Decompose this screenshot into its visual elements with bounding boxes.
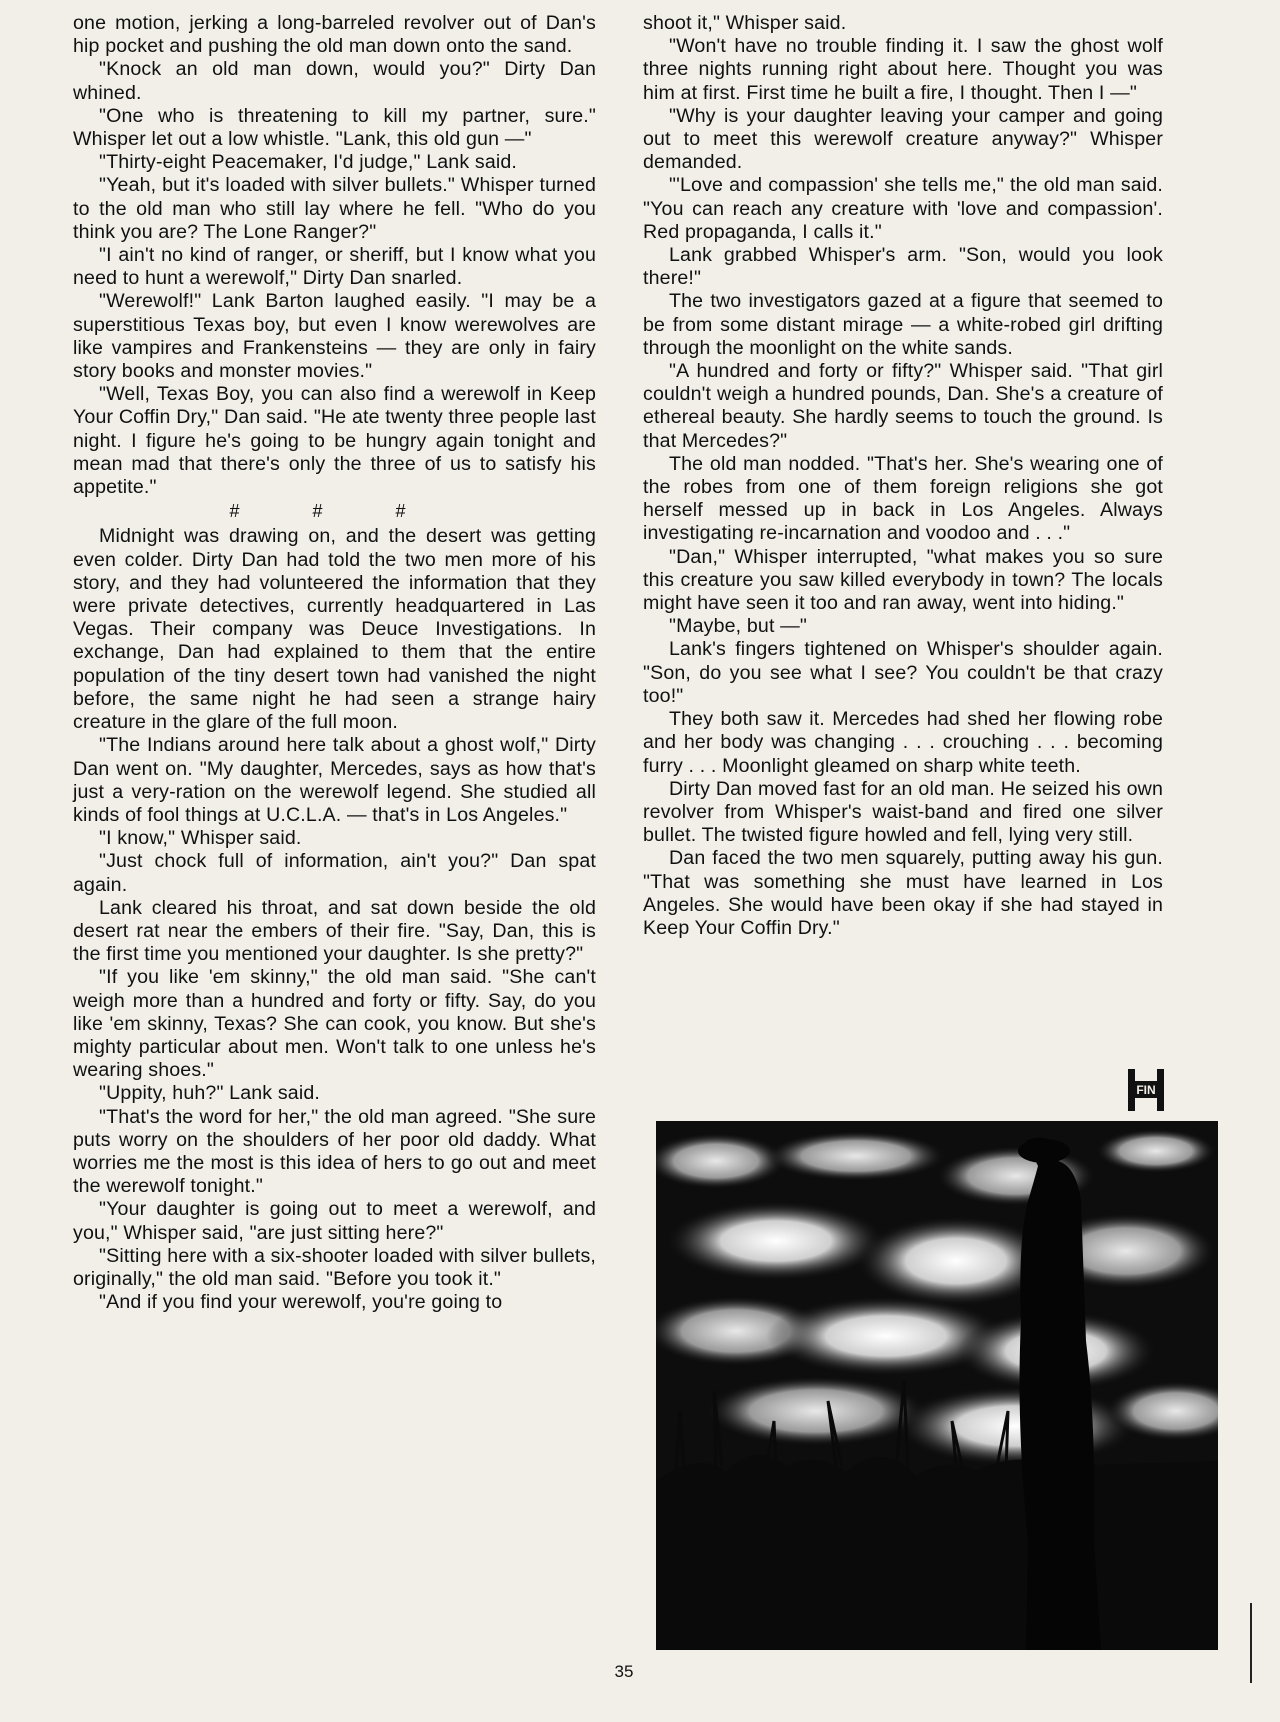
paragraph: "Yeah, but it's loaded with silver bullets." Whisper turned to the old man who still lay where he fell. "Who do you think you are? The Lone Ranger?" — [73, 174, 596, 243]
paragraph: Dirty Dan moved fast for an old man. He seized his own revolver from Whisper's waist-band and fired one silver bullet. The twisted figure howled and fell, lying very still. — [643, 777, 1163, 847]
paragraph: "Dan," Whisper interrupted, "what makes you so sure this creature you saw killed everybody in town? The locals might have seen it too and ran away, went into hiding." — [643, 545, 1163, 615]
paragraph: Dan faced the two men squarely, putting away his gun. "That was something she must have learned in Los Angeles. She would have been okay if she had stayed in Keep Your Coffin Dry." — [643, 847, 1163, 939]
paragraph: "Uppity, huh?" Lank said. — [99, 1082, 320, 1105]
paragraph: "A hundred and forty or fifty?" Whisper said. "That girl couldn't weigh a hundred pounds, Dan. She's a creature of ethereal beauty. She hardly seems to touch the ground. Is that Mercedes?" — [643, 360, 1163, 452]
paragraph: "The Indians around here talk about a ghost wolf," Dirty Dan went on. "My daughter, Mercedes, says as how that's just a very-ration on the werewolf legend. She studied all kinds of fool things at U.C.L.A. — that's in Los Angeles." — [73, 734, 596, 826]
paragraph: "Knock an old man down, would you?" Dirty Dan whined. — [73, 58, 596, 104]
fin-text: FIN — [1136, 1083, 1156, 1097]
paragraph: Lank grabbed Whisper's arm. "Son, would you look there!" — [643, 244, 1163, 290]
left-column — [73, 12, 596, 1314]
paragraph: "One who is threatening to kill my partner, sure." Whisper let out a low whistle. "Lank, this old gun —" — [73, 104, 596, 151]
right-column — [643, 12, 1163, 940]
paragraph: Lank cleared his throat, and sat down beside the old desert rat near the embers of their fire. "Say, Dan, this is the first time you mentioned your daughter. Is she pretty?" — [73, 896, 596, 966]
paragraph: The old man nodded. "That's her. She's wearing one of the robes from one of them foreign religions she got herself messed up in back in Los Angeles. Always investigating re-incarnation and voodoo and . . ." — [643, 452, 1163, 545]
paragraph: "And if you find your werewolf, you're going to — [99, 1291, 503, 1314]
paragraph: shoot it," Whisper said. — [643, 12, 847, 34]
paragraph: one motion, jerking a long-barreled revolver out of Dan's hip pocket and pushing the old man down onto the sand. — [73, 12, 596, 58]
paragraph: The two investigators gazed at a figure that seemed to be from some distant mirage — a white-robed girl drifting through the moonlight on the white sands. — [643, 290, 1163, 359]
fin-logo-icon — [1127, 1068, 1165, 1112]
paragraph: "Well, Texas Boy, you can also find a werewolf in Keep Your Coffin Dry," Dan said. "He ate twenty three people last night. I figure he's going to be hungry again tonight and mean mad that there's only the three of us to satisfy his appetite." — [73, 383, 596, 499]
paragraph: "Why is your daughter leaving your camper and going out to meet this werewolf creature anyway?" Whisper demanded. — [643, 104, 1163, 174]
paragraph: They both saw it. Mercedes had shed her flowing robe and her body was changing . . . crouching . . . becoming furry . . . Moonlight gleamed on sharp white teeth. — [643, 708, 1163, 777]
paragraph: "Thirty-eight Peacemaker, I'd judge," Lank said. — [99, 151, 518, 174]
silhouette-photo — [656, 1121, 1218, 1650]
paragraph: "Won't have no trouble finding it. I saw the ghost wolf three nights running right about here. Thought you was him at first. First time he built a fire, I thought. Then I —" — [643, 35, 1163, 104]
paragraph: "Werewolf!" Lank Barton laughed easily. "I may be a superstitious Texas boy, but even I know werewolves are like vampires and Frankensteins — they are only in fairy story books and monster movies." — [73, 290, 596, 383]
paragraph: "That's the word for her," the old man agreed. "She sure puts worry on the shoulders of her poor old daddy. What worries me the most is this idea of hers to go out and meet the werewolf tonight." — [73, 1105, 596, 1198]
page-number: 35 — [614, 1662, 634, 1681]
paragraph: Lank's fingers tightened on Whisper's shoulder again. "Son, do you see what I see? You couldn't be that crazy too!" — [643, 638, 1163, 707]
fin-end-mark — [1127, 1068, 1165, 1112]
photo-icon — [656, 1121, 1218, 1650]
paragraph: "Sitting here with a six-shooter loaded with silver bullets, originally," the old man said. "Before you took it." — [73, 1244, 596, 1290]
edge-line — [1250, 1603, 1252, 1683]
paragraph: "Just chock full of information, ain't you?" Dan spat again. — [73, 850, 596, 896]
paragraph: Midnight was drawing on, and the desert was getting even colder. Dirty Dan had told the two men more of his story, and they had volunteered the information that they were private detectives, currently headquartered in Las Vegas. Their company was Deuce Investigations. In exchange, Dan had explained to them that the entire population of the tiny desert town had vanished the night before, the same night he had seen a strange hairy creature in the glare of the full moon. — [73, 525, 596, 734]
paragraph: "I know," Whisper said. — [99, 827, 302, 850]
paragraph: "Your daughter is going out to meet a werewolf, and you," Whisper said, "are just sitting here?" — [73, 1198, 596, 1244]
paragraph: "I ain't no kind of ranger, or sheriff, but I know what you need to hunt a werewolf," Dirty Dan snarled. — [73, 244, 596, 290]
paragraph: "Maybe, but —" — [669, 615, 807, 638]
section-break: # # # — [229, 501, 440, 522]
paragraph: "If you like 'em skinny," the old man said. "She can't weigh more than a hundred and forty or fifty. Say, do you like 'em skinny, Texas? She can cook, you know. But she's mighty particular about men. Won't talk to one unless he's wearing shoes." — [73, 966, 596, 1082]
paragraph: "'Love and compassion' she tells me," the old man said. "You can reach any creature with 'love and compassion'. Red propaganda, I calls it." — [643, 174, 1163, 243]
